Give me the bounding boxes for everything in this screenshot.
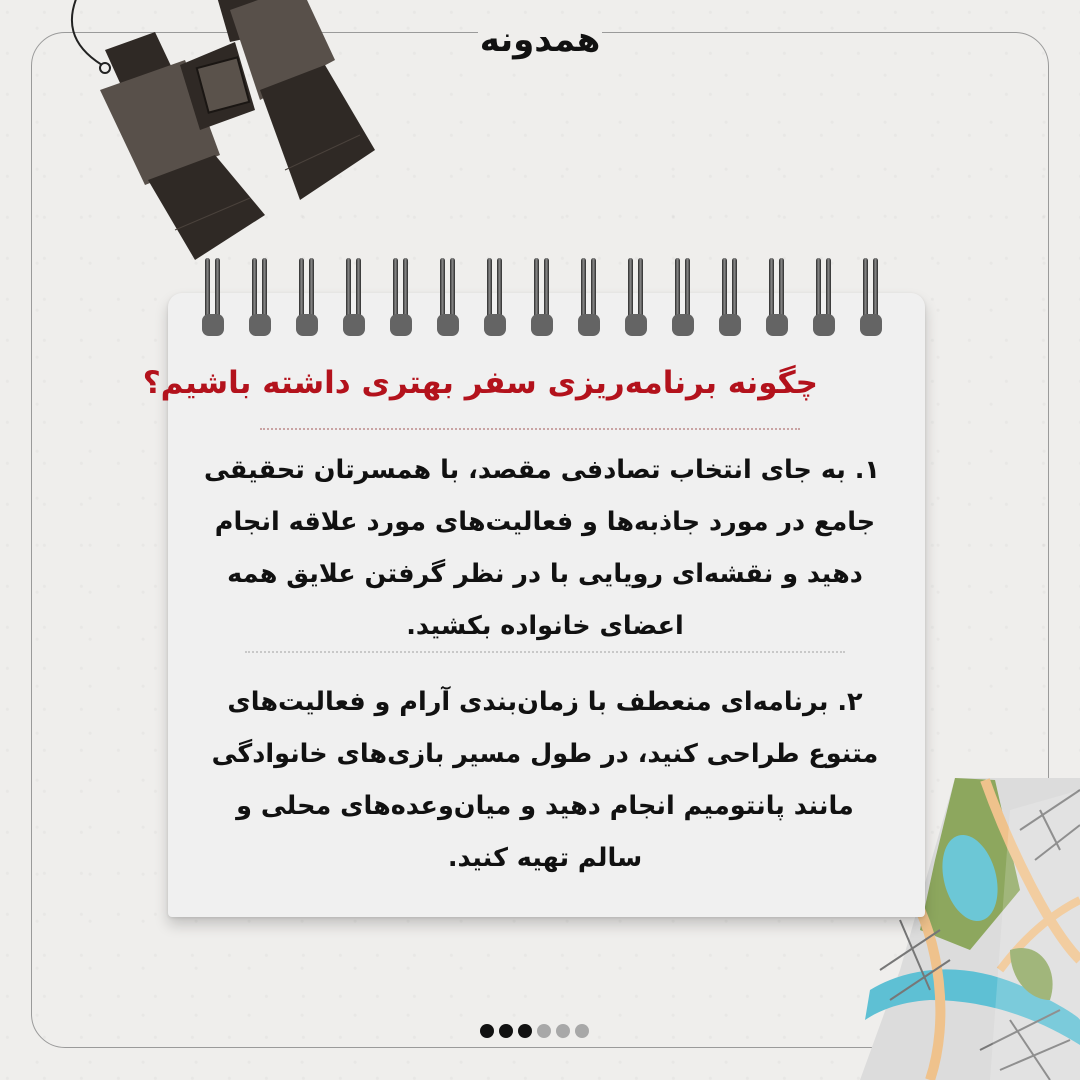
tip-line: متنوع طراحی کنید، در طول مسیر بازی‌های خانوادگی xyxy=(211,739,879,769)
binoculars-icon xyxy=(60,0,390,280)
spiral-ring xyxy=(484,258,506,338)
spiral-ring xyxy=(766,258,788,338)
spiral-ring xyxy=(531,258,553,338)
spiral-ring xyxy=(202,258,224,338)
tip-1 xyxy=(203,444,880,652)
tip-line: اعضای خانواده بکشید. xyxy=(406,611,684,641)
tip-line: سالم تهیه کنید. xyxy=(447,843,643,873)
spiral-ring xyxy=(296,258,318,338)
brand-logo xyxy=(478,18,602,62)
page-title: چگونه برنامه‌ریزی سفر بهتری داشته باشیم؟ xyxy=(142,365,818,401)
pager-dot[interactable] xyxy=(537,1024,551,1038)
pager-dot[interactable] xyxy=(575,1024,589,1038)
spiral-ring xyxy=(437,258,459,338)
brand-logo-text: همدونه xyxy=(479,20,601,60)
spiral-ring xyxy=(719,258,741,338)
tip-line: ۱. به جای انتخاب تصادفی مقصد، با همسرتان تحقیقی xyxy=(203,455,880,485)
tip-line: جامع در مورد جاذبه‌ها و فعالیت‌های مورد علاقه انجام xyxy=(214,507,876,537)
tip-line: ۲. برنامه‌ای منعطف با زمان‌بندی آرام و فعالیت‌های xyxy=(227,687,863,717)
spiral-ring xyxy=(813,258,835,338)
spiral-ring xyxy=(343,258,365,338)
tip-2 xyxy=(210,676,880,884)
spiral-ring xyxy=(625,258,647,338)
spiral-ring xyxy=(860,258,882,338)
tip-line: دهید و نقشه‌ای رویایی با در نظر گرفتن علایق همه xyxy=(227,559,863,589)
spiral-binding xyxy=(202,258,882,338)
dotted-divider xyxy=(245,651,845,653)
pager-dot-active[interactable] xyxy=(518,1024,532,1038)
carousel-pager xyxy=(480,1024,589,1038)
pager-dot-active[interactable] xyxy=(480,1024,494,1038)
spiral-ring xyxy=(672,258,694,338)
spiral-ring xyxy=(249,258,271,338)
pager-dot[interactable] xyxy=(556,1024,570,1038)
spiral-ring xyxy=(578,258,600,338)
tip-line: مانند پانتومیم انجام دهید و میان‌وعده‌های محلی و xyxy=(236,791,854,821)
pager-dot-active[interactable] xyxy=(499,1024,513,1038)
dotted-divider xyxy=(260,428,800,430)
spiral-ring xyxy=(390,258,412,338)
